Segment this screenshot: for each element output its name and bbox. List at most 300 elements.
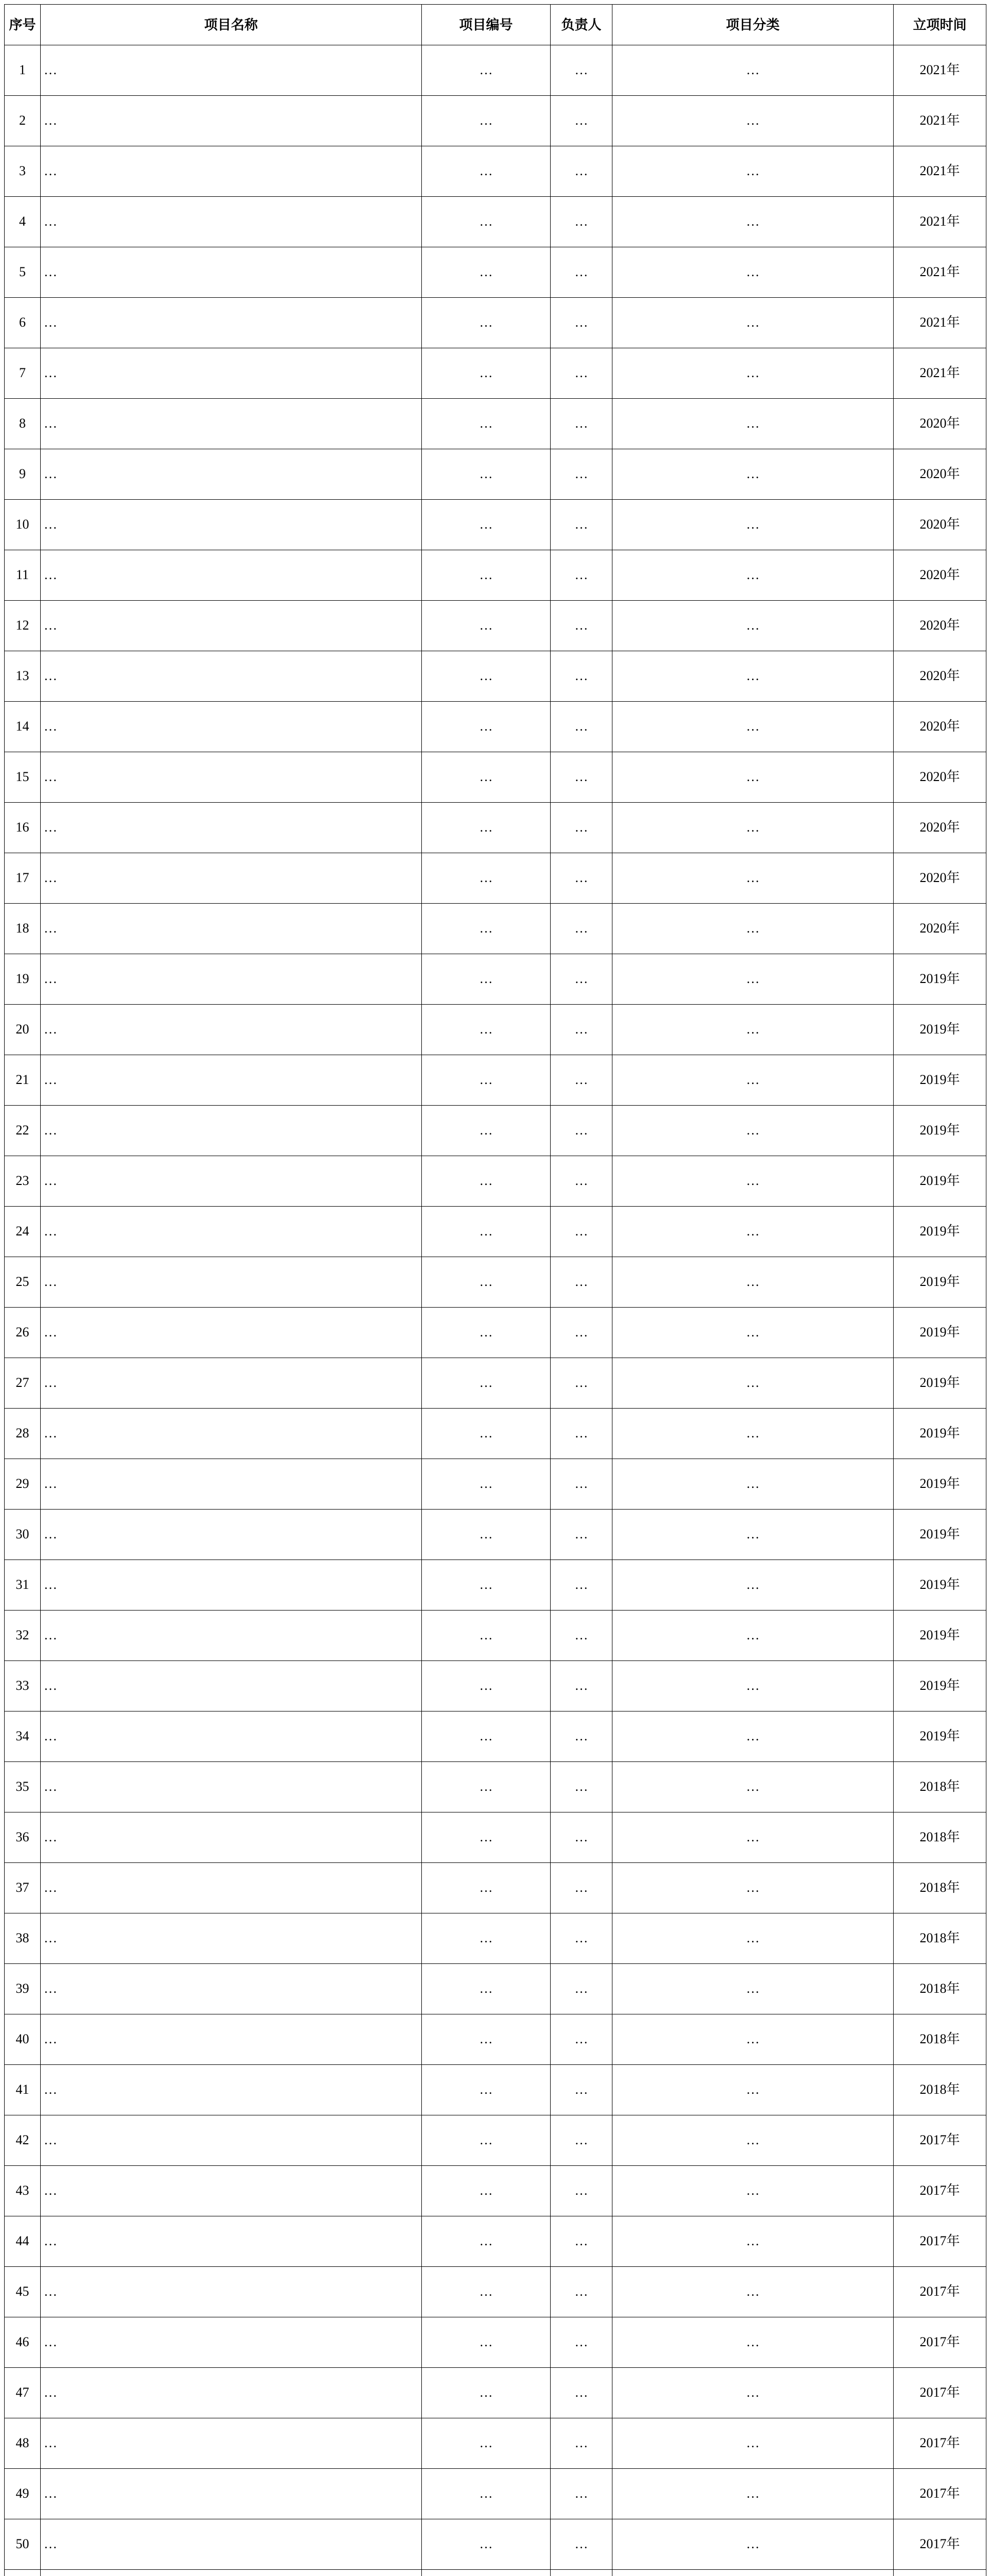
- cell-category: …: [612, 1358, 894, 1409]
- cell-title: …: [41, 651, 422, 702]
- cell-code: …: [422, 2115, 551, 2166]
- cell-no: 6: [5, 298, 41, 348]
- cell-no: 50: [5, 2519, 41, 2570]
- cell-leader: …: [551, 853, 612, 904]
- cell-no: 16: [5, 803, 41, 853]
- cell-year: 2017年: [894, 2166, 986, 2216]
- cell-leader: …: [551, 601, 612, 651]
- cell-no: 2: [5, 96, 41, 146]
- cell-title: …: [41, 247, 422, 298]
- cell-code: …: [422, 1106, 551, 1156]
- cell-code: …: [422, 2317, 551, 2368]
- cell-leader: …: [551, 1913, 612, 1964]
- cell-no: 40: [5, 2014, 41, 2065]
- cell-year: 2019年: [894, 1308, 986, 1358]
- cell-leader: …: [551, 1207, 612, 1257]
- cell-no: 45: [5, 2267, 41, 2317]
- cell-leader: …: [551, 298, 612, 348]
- cell-title: …: [41, 1560, 422, 1611]
- cell-no: 34: [5, 1711, 41, 1762]
- cell-leader: …: [551, 247, 612, 298]
- cell-no: 8: [5, 399, 41, 449]
- cell-leader: …: [551, 1156, 612, 1207]
- cell-code: …: [422, 1257, 551, 1308]
- table-body: [5, 45, 986, 2576]
- cell-code: …: [422, 904, 551, 954]
- cell-title: …: [41, 399, 422, 449]
- cell-year: 2019年: [894, 1560, 986, 1611]
- cell-code: …: [422, 1812, 551, 1863]
- cell-no: 36: [5, 1812, 41, 1863]
- cell-category: …: [612, 1055, 894, 1106]
- table-row: [5, 651, 986, 702]
- cell-title: …: [41, 2469, 422, 2519]
- cell-code: …: [422, 1207, 551, 1257]
- cell-title: …: [41, 803, 422, 853]
- cell-year: 2020年: [894, 500, 986, 550]
- cell-no: 22: [5, 1106, 41, 1156]
- cell-leader: …: [551, 2317, 612, 2368]
- cell-category: …: [612, 197, 894, 247]
- cell-year: 2019年: [894, 1409, 986, 1459]
- cell-category: …: [612, 2418, 894, 2469]
- cell-category: …: [612, 1106, 894, 1156]
- cell-year: 2019年: [894, 1711, 986, 1762]
- cell-leader: …: [551, 2469, 612, 2519]
- cell-leader: …: [551, 2115, 612, 2166]
- cell-title: …: [41, 2317, 422, 2368]
- cell-code: …: [422, 1358, 551, 1409]
- cell-title: …: [41, 601, 422, 651]
- cell-code: …: [422, 2065, 551, 2115]
- cell-title: …: [41, 1863, 422, 1913]
- table-row: [5, 1560, 986, 1611]
- cell-category: …: [612, 1711, 894, 1762]
- cell-year: 2019年: [894, 1055, 986, 1106]
- cell-category: …: [612, 702, 894, 752]
- cell-title: …: [41, 45, 422, 96]
- table-row: [5, 853, 986, 904]
- cell-category: …: [612, 904, 894, 954]
- cell-no: 38: [5, 1913, 41, 1964]
- cell-leader: …: [551, 1005, 612, 1055]
- table-row: [5, 1459, 986, 1510]
- cell-leader: …: [551, 1560, 612, 1611]
- table-header-row: [5, 5, 986, 45]
- cell-title: …: [41, 449, 422, 500]
- cell-category: …: [612, 500, 894, 550]
- cell-leader: …: [551, 1055, 612, 1106]
- cell-year: 2018年: [894, 1863, 986, 1913]
- cell-leader: …: [551, 1611, 612, 1661]
- cell-no: 28: [5, 1409, 41, 1459]
- table-row: [5, 1762, 986, 1812]
- cell-year: 2017年: [894, 2267, 986, 2317]
- cell-title: …: [41, 1308, 422, 1358]
- cell-code: …: [422, 1913, 551, 1964]
- cell-category: …: [612, 1913, 894, 1964]
- cell-no: 41: [5, 2065, 41, 2115]
- cell-title: …: [41, 1510, 422, 1560]
- cell-year: 2019年: [894, 1358, 986, 1409]
- table-row: [5, 2267, 986, 2317]
- cell-code: [422, 2570, 551, 2576]
- cell-code: …: [422, 298, 551, 348]
- cell-year: 2020年: [894, 399, 986, 449]
- cell-leader: …: [551, 1762, 612, 1812]
- cell-title: …: [41, 2014, 422, 2065]
- cell-category: …: [612, 2267, 894, 2317]
- cell-code: …: [422, 1459, 551, 1510]
- cell-no: 17: [5, 853, 41, 904]
- cell-leader: …: [551, 197, 612, 247]
- cell-no: 18: [5, 904, 41, 954]
- cell-leader: …: [551, 752, 612, 803]
- cell-year: 2018年: [894, 1812, 986, 1863]
- cell-year: 2019年: [894, 1510, 986, 1560]
- cell-year: 2017年: [894, 2469, 986, 2519]
- cell-year: 2017年: [894, 2317, 986, 2368]
- table-row: [5, 702, 986, 752]
- cell-category: …: [612, 1156, 894, 1207]
- table-row: [5, 348, 986, 399]
- table-row: [5, 1308, 986, 1358]
- cell-no: 21: [5, 1055, 41, 1106]
- cell-year: 2019年: [894, 1005, 986, 1055]
- cell-leader: [551, 2570, 612, 2576]
- cell-year: 2020年: [894, 651, 986, 702]
- cell-category: …: [612, 1207, 894, 1257]
- cell-year: [894, 2570, 986, 2576]
- cell-code: …: [422, 399, 551, 449]
- cell-year: 2019年: [894, 1257, 986, 1308]
- table-row: [5, 96, 986, 146]
- cell-year: 2021年: [894, 348, 986, 399]
- cell-title: …: [41, 1207, 422, 1257]
- cell-title: …: [41, 1812, 422, 1863]
- cell-leader: …: [551, 45, 612, 96]
- cell-no: 23: [5, 1156, 41, 1207]
- cell-title: …: [41, 1257, 422, 1308]
- cell-category: …: [612, 651, 894, 702]
- cell-leader: …: [551, 2014, 612, 2065]
- cell-code: …: [422, 2267, 551, 2317]
- cell-category: …: [612, 2216, 894, 2267]
- table-row: [5, 146, 986, 197]
- cell-category: …: [612, 2115, 894, 2166]
- cell-no: 27: [5, 1358, 41, 1409]
- cell-leader: …: [551, 2065, 612, 2115]
- cell-no: 4: [5, 197, 41, 247]
- cell-category: …: [612, 2065, 894, 2115]
- cell-category: …: [612, 298, 894, 348]
- cell-no: 3: [5, 146, 41, 197]
- cell-year: 2021年: [894, 197, 986, 247]
- cell-category: …: [612, 601, 894, 651]
- cell-code: …: [422, 449, 551, 500]
- table-row: [5, 1005, 986, 1055]
- cell-code: …: [422, 550, 551, 601]
- cell-no: 19: [5, 954, 41, 1005]
- cell-code: …: [422, 853, 551, 904]
- cell-title: …: [41, 197, 422, 247]
- cell-year: 2017年: [894, 2216, 986, 2267]
- cell-category: …: [612, 96, 894, 146]
- table-row: [5, 601, 986, 651]
- cell-year: 2019年: [894, 1459, 986, 1510]
- cell-leader: …: [551, 702, 612, 752]
- cell-code: …: [422, 954, 551, 1005]
- cell-title: …: [41, 752, 422, 803]
- cell-code: …: [422, 348, 551, 399]
- table-row: [5, 1358, 986, 1409]
- cell-code: …: [422, 1711, 551, 1762]
- cell-year: 2019年: [894, 1156, 986, 1207]
- table-row: [5, 904, 986, 954]
- cell-no: 35: [5, 1762, 41, 1812]
- cell-title: …: [41, 348, 422, 399]
- table-row: [5, 2570, 986, 2576]
- cell-year: 2019年: [894, 1661, 986, 1711]
- cell-category: …: [612, 1409, 894, 1459]
- cell-year: 2020年: [894, 449, 986, 500]
- cell-title: …: [41, 1055, 422, 1106]
- cell-title: …: [41, 1661, 422, 1711]
- cell-no: 46: [5, 2317, 41, 2368]
- cell-leader: …: [551, 1661, 612, 1711]
- cell-year: 2018年: [894, 1762, 986, 1812]
- cell-no: 25: [5, 1257, 41, 1308]
- table-row: [5, 298, 986, 348]
- cell-leader: …: [551, 1459, 612, 1510]
- cell-no: 10: [5, 500, 41, 550]
- cell-leader: …: [551, 803, 612, 853]
- table-row: [5, 399, 986, 449]
- table-row: [5, 2014, 986, 2065]
- cell-category: …: [612, 1560, 894, 1611]
- cell-category: …: [612, 1257, 894, 1308]
- cell-no: 1: [5, 45, 41, 96]
- cell-leader: …: [551, 2418, 612, 2469]
- table-row: [5, 1913, 986, 1964]
- cell-year: 2020年: [894, 803, 986, 853]
- table-row: [5, 2166, 986, 2216]
- cell-no: 29: [5, 1459, 41, 1510]
- cell-title: …: [41, 2065, 422, 2115]
- cell-no: [5, 2570, 41, 2576]
- cell-code: …: [422, 247, 551, 298]
- cell-no: 30: [5, 1510, 41, 1560]
- cell-leader: …: [551, 449, 612, 500]
- table-row: [5, 2317, 986, 2368]
- table-row: [5, 550, 986, 601]
- table-row: [5, 1156, 986, 1207]
- cell-no: 26: [5, 1308, 41, 1358]
- cell-no: 24: [5, 1207, 41, 1257]
- cell-category: …: [612, 2014, 894, 2065]
- table-row: [5, 954, 986, 1005]
- cell-no: 33: [5, 1661, 41, 1711]
- cell-no: 43: [5, 2166, 41, 2216]
- table-row: [5, 1964, 986, 2014]
- table-row: [5, 1812, 986, 1863]
- cell-no: 11: [5, 550, 41, 601]
- cell-code: …: [422, 2469, 551, 2519]
- cell-title: …: [41, 853, 422, 904]
- cell-code: …: [422, 651, 551, 702]
- cell-category: …: [612, 2368, 894, 2418]
- header-category: 项目分类: [612, 5, 894, 45]
- table-row: [5, 45, 986, 96]
- cell-year: 2020年: [894, 550, 986, 601]
- table-row: [5, 1510, 986, 1560]
- cell-category: …: [612, 954, 894, 1005]
- cell-category: …: [612, 550, 894, 601]
- cell-title: …: [41, 298, 422, 348]
- cell-title: …: [41, 1611, 422, 1661]
- header-leader: 负责人: [551, 5, 612, 45]
- cell-leader: …: [551, 2216, 612, 2267]
- cell-no: 47: [5, 2368, 41, 2418]
- cell-year: 2017年: [894, 2519, 986, 2570]
- header-year: 立项时间: [894, 5, 986, 45]
- cell-title: …: [41, 2418, 422, 2469]
- cell-leader: …: [551, 500, 612, 550]
- cell-title: …: [41, 550, 422, 601]
- cell-title: …: [41, 1358, 422, 1409]
- cell-leader: …: [551, 1106, 612, 1156]
- table-row: [5, 1106, 986, 1156]
- cell-year: 2021年: [894, 96, 986, 146]
- cell-category: …: [612, 449, 894, 500]
- cell-year: 2020年: [894, 601, 986, 651]
- cell-year: 2017年: [894, 2115, 986, 2166]
- cell-code: …: [422, 803, 551, 853]
- cell-leader: …: [551, 2166, 612, 2216]
- cell-leader: …: [551, 2267, 612, 2317]
- cell-year: 2021年: [894, 146, 986, 197]
- cell-category: …: [612, 146, 894, 197]
- cell-year: 2018年: [894, 1913, 986, 1964]
- cell-year: 2017年: [894, 2368, 986, 2418]
- cell-no: 15: [5, 752, 41, 803]
- table-row: [5, 2519, 986, 2570]
- cell-no: 44: [5, 2216, 41, 2267]
- cell-no: 31: [5, 1560, 41, 1611]
- cell-no: 20: [5, 1005, 41, 1055]
- cell-title: …: [41, 2519, 422, 2570]
- table-row: [5, 197, 986, 247]
- cell-leader: …: [551, 1964, 612, 2014]
- cell-code: …: [422, 1308, 551, 1358]
- cell-category: …: [612, 348, 894, 399]
- table-row: [5, 247, 986, 298]
- cell-code: …: [422, 2418, 551, 2469]
- cell-title: …: [41, 904, 422, 954]
- cell-year: 2018年: [894, 2065, 986, 2115]
- cell-leader: …: [551, 2368, 612, 2418]
- cell-category: …: [612, 1510, 894, 1560]
- cell-title: …: [41, 1762, 422, 1812]
- cell-title: …: [41, 2368, 422, 2418]
- table-row: [5, 1863, 986, 1913]
- cell-code: …: [422, 146, 551, 197]
- cell-no: 7: [5, 348, 41, 399]
- cell-title: …: [41, 702, 422, 752]
- cell-no: 48: [5, 2418, 41, 2469]
- cell-leader: …: [551, 399, 612, 449]
- cell-no: 12: [5, 601, 41, 651]
- cell-category: …: [612, 2166, 894, 2216]
- cell-code: …: [422, 1005, 551, 1055]
- cell-leader: …: [551, 96, 612, 146]
- cell-title: …: [41, 1964, 422, 2014]
- cell-no: 13: [5, 651, 41, 702]
- cell-year: 2019年: [894, 1106, 986, 1156]
- cell-leader: …: [551, 1711, 612, 1762]
- cell-year: 2019年: [894, 954, 986, 1005]
- cell-leader: …: [551, 1409, 612, 1459]
- cell-code: …: [422, 1964, 551, 2014]
- cell-title: …: [41, 1409, 422, 1459]
- cell-category: [612, 2570, 894, 2576]
- cell-title: …: [41, 1459, 422, 1510]
- cell-leader: …: [551, 348, 612, 399]
- cell-category: …: [612, 399, 894, 449]
- table-row: [5, 449, 986, 500]
- cell-category: …: [612, 1863, 894, 1913]
- cell-category: …: [612, 2317, 894, 2368]
- cell-no: 49: [5, 2469, 41, 2519]
- table-row: [5, 2216, 986, 2267]
- cell-title: …: [41, 1711, 422, 1762]
- cell-no: 37: [5, 1863, 41, 1913]
- cell-year: 2020年: [894, 752, 986, 803]
- header-title: 项目名称: [41, 5, 422, 45]
- cell-code: …: [422, 197, 551, 247]
- cell-category: …: [612, 1661, 894, 1711]
- header-no: 序号: [5, 5, 41, 45]
- cell-year: 2019年: [894, 1611, 986, 1661]
- cell-no: 32: [5, 1611, 41, 1661]
- cell-leader: …: [551, 1308, 612, 1358]
- table-row: [5, 1055, 986, 1106]
- cell-category: …: [612, 2519, 894, 2570]
- cell-year: 2020年: [894, 853, 986, 904]
- cell-category: …: [612, 1308, 894, 1358]
- cell-code: …: [422, 1863, 551, 1913]
- cell-code: …: [422, 500, 551, 550]
- cell-leader: …: [551, 1812, 612, 1863]
- table-row: [5, 803, 986, 853]
- cell-category: …: [612, 1964, 894, 2014]
- cell-code: …: [422, 2166, 551, 2216]
- cell-year: 2021年: [894, 298, 986, 348]
- cell-category: …: [612, 1812, 894, 1863]
- cell-code: …: [422, 1560, 551, 1611]
- table-row: [5, 1611, 986, 1661]
- table-row: [5, 2418, 986, 2469]
- cell-code: …: [422, 1762, 551, 1812]
- cell-code: …: [422, 2014, 551, 2065]
- cell-category: …: [612, 803, 894, 853]
- table-row: [5, 2115, 986, 2166]
- cell-code: …: [422, 1409, 551, 1459]
- cell-code: …: [422, 2368, 551, 2418]
- cell-title: …: [41, 1913, 422, 1964]
- cell-title: …: [41, 96, 422, 146]
- cell-leader: …: [551, 904, 612, 954]
